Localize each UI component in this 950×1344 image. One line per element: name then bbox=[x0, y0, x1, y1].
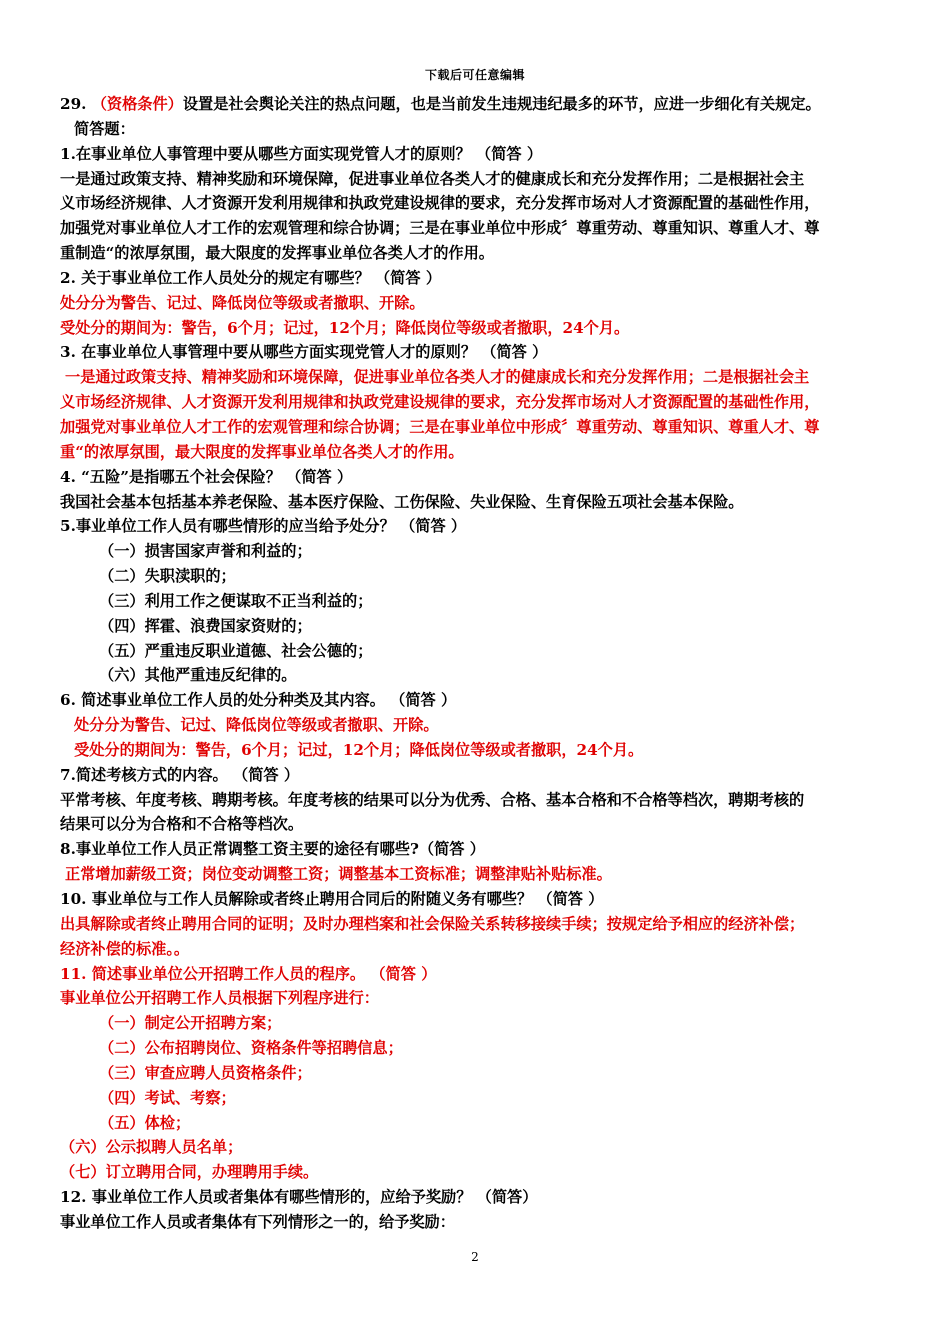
question-line: 4. “五险”是指哪五个社会保险？ （简答 ） bbox=[60, 467, 353, 486]
page-header: 下载后可任意编辑 bbox=[424, 68, 525, 82]
item-number: 29. bbox=[60, 95, 87, 113]
list-item: （一）损害国家声誉和利益的； bbox=[99, 542, 312, 561]
page-number: 2 bbox=[471, 1250, 479, 1264]
paragraph-line bbox=[60, 92, 895, 117]
answer-line: 受处分的期间为：警告，6个月；记过，12个月；降低岗位等级或者撤职，24个月。 bbox=[74, 740, 644, 759]
answer-line: 义市场经济规律、人才资源开发利用规律和执政党建设规律的要求，充分发挥市场对人才资源配置的基础性作用， bbox=[60, 393, 820, 412]
question-line: 1.在事业单位人事管理中要从哪些方面实现党管人才的原则？ （简答 ） bbox=[60, 144, 543, 163]
answer-line: 处分分为警告、记过、降低岗位等级或者撤职、开除。 bbox=[74, 716, 439, 735]
answer-line: 正常增加薪级工资；岗位变动调整工资；调整基本工资标准；调整津贴补贴标准。 bbox=[65, 865, 612, 884]
answer-line: 我国社会基本包括基本养老保险、基本医疗保险、工伤保险、失业保险、生育保险五项社会基本保险。 bbox=[60, 492, 744, 511]
question-line: 7.简述考核方式的内容。 （简答 ） bbox=[60, 765, 300, 784]
question-line: 6. 简述事业单位工作人员的处分种类及其内容。 （简答 ） bbox=[60, 691, 457, 710]
document-body bbox=[60, 92, 895, 1235]
question-line: 3. 在事业单位人事管理中要从哪些方面实现党管人才的原则？ （简答 ） bbox=[60, 343, 548, 362]
answer-line: 加强党对事业单位人才工作的宏观管理和综合协调；三是在事业单位中形成〞尊重劳动、尊重知识、尊重人才、尊 bbox=[60, 417, 820, 436]
list-item: （二）失职渎职的； bbox=[99, 567, 236, 586]
list-item: （五）体检； bbox=[99, 1113, 191, 1132]
answer-line: 重“的浓厚氛围，最大限度的发挥事业单位各类人才的作用。 bbox=[60, 442, 464, 461]
question-line: 11. 简述事业单位公开招聘工作人员的程序。 （简答 ） bbox=[60, 964, 437, 983]
list-item: （三）利用工作之便谋取不正当利益的； bbox=[99, 591, 373, 610]
question-line: 5.事业单位工作人员有哪些情形的应当给予处分？ （简答 ） bbox=[60, 517, 467, 536]
question-line: 12. 事业单位工作人员或者集体有哪些情形的，应给予奖励？ （简答） bbox=[60, 1188, 538, 1207]
list-item: （四）考试、考察； bbox=[99, 1088, 236, 1107]
answer-line: 处分分为警告、记过、降低岗位等级或者撤职、开除。 bbox=[60, 293, 425, 312]
question-line: 8.事业单位工作人员正常调整工资主要的途径有哪些?（简答 ） bbox=[60, 840, 485, 859]
line-text: 设置是社会舆论关注的热点问题，也是当前发生违规违纪最多的环节，应进一步细化有关规定。 bbox=[182, 95, 821, 113]
answer-line: 出具解除或者终止聘用合同的证明；及时办理档案和社会保险关系转移接续手续；按规定给予相应的经济补偿； bbox=[60, 914, 805, 933]
answer-line: 经济补偿的标准。。 bbox=[60, 939, 190, 958]
list-item: （四）挥霍、浪费国家资财的； bbox=[99, 616, 312, 635]
answer-line: 受处分的期间为：警告，6个月；记过，12个月；降低岗位等级或者撤职，24个月。 bbox=[60, 318, 630, 337]
answer-line: 一是通过政策支持、精神奖励和环境保障，促进事业单位各类人才的健康成长和充分发挥作用；二是根据社会主 bbox=[65, 368, 810, 387]
answer-line: 事业单位公开招聘工作人员根据下列程序进行： bbox=[60, 989, 379, 1008]
list-item: （三）审查应聘人员资格条件； bbox=[99, 1063, 312, 1082]
list-item: （七）订立聘用合同，办理聘用手续。 bbox=[60, 1163, 319, 1182]
answer-line: 结果可以分为合格和不合格等档次。 bbox=[60, 815, 303, 834]
list-item: （五）严重违反职业道德、社会公德的； bbox=[99, 641, 373, 660]
answer-line: 加强党对事业单位人才工作的宏观管理和综合协调；三是在事业单位中形成〞尊重劳动、尊重知识、尊重人才、尊 bbox=[60, 219, 820, 238]
answer-line: 事业单位工作人员或者集体有下列情形之一的，给予奖励： bbox=[60, 1212, 455, 1231]
question-line: 10. 事业单位与工作人员解除或者终止聘用合同后的附随义务有哪些？ （简答 ） bbox=[60, 890, 604, 908]
answer-line: 重制造“的浓厚氛围，最大限度的发挥事业单位各类人才的作用。 bbox=[60, 244, 494, 263]
question-line: 2. 关于事业单位工作人员处分的规定有哪些？ （简答 ） bbox=[60, 268, 442, 287]
highlighted-term: （资格条件） bbox=[91, 95, 183, 113]
answer-line: 一是通过政策支持、精神奖励和环境保障，促进事业单位各类人才的健康成长和充分发挥作用；二是根据社会主 bbox=[60, 169, 805, 188]
list-item: （六）公示拟聘人员名单； bbox=[60, 1138, 243, 1157]
answer-line: 平常考核、年度考核、聘期考核。年度考核的结果可以分为优秀、合格、基本合格和不合格等档次，聘期考核的 bbox=[60, 790, 805, 809]
list-item: （六）其他严重违反纪律的。 bbox=[99, 666, 297, 685]
list-item: （一）制定公开招聘方案； bbox=[99, 1014, 282, 1033]
answer-line: 义市场经济规律、人才资源开发利用规律和执政党建设规律的要求，充分发挥市场对人才资源配置的基础性作用， bbox=[60, 194, 820, 213]
section-heading: 简答题： bbox=[74, 119, 135, 138]
list-item: （二）公布招聘岗位、资格条件等招聘信息； bbox=[99, 1039, 403, 1058]
